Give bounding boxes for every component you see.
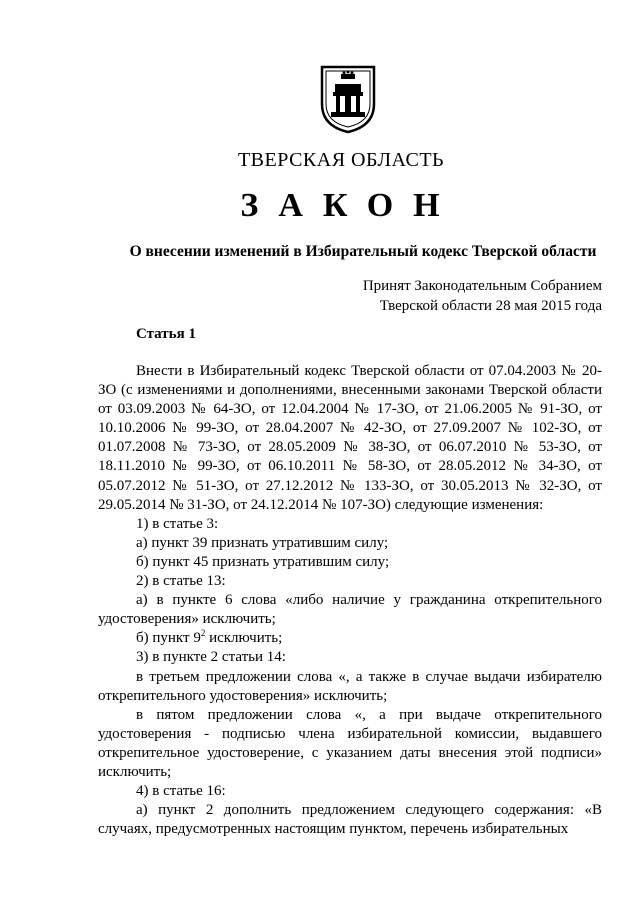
list-item: [98, 629, 602, 648]
item-prefix: б) пункт 9: [136, 630, 201, 647]
list-item: в третьем предложении слова «, а также в случае выдачи избирателю открепительного удостоверения» исключить;: [98, 668, 602, 704]
list-item: а) пункт 2 дополнить предложением следующего содержания: «В случаях, предусмотренных настоящим пунктом, перечень избирательных: [98, 802, 602, 838]
article-intro: Внести в Избирательный кодекс Тверской области от 07.04.2003 № 20-ЗО (с изменениями и дополнениями, внесенными законами Тверской области от 03.09.2003 № 64-ЗО, от 12.04.2004 № 17-ЗО, от 21.06.2005 № 91-ЗО, от 10.10.2006 № 99-ЗО, от 28.04.2007 № 42-ЗО, от 27.09.2007 № 102-ЗО, от 01.07.2008 № 73-ЗО, от 28.05.2009 № 38-ЗО, от 06.07.2010 № 53-ЗО, от 18.11.2010 № 99-ЗО, от 06.10.2011 № 58-ЗО, от 28.05.2012 № 34-ЗО, от 05.07.2012 № 51-ЗО, от 27.12.2012 № 133-ЗО, от 30.05.2013 № 32-ЗО, от 29.05.2014 № 31-ЗО, от 24.12.2014 № 107-ЗО) следующие изменения:: [98, 363, 602, 513]
item-superscript: 2: [200, 628, 206, 639]
law-title: О внесении изменений в Избирательный кодекс Тверской области: [129, 243, 597, 260]
item-suffix: исключить;: [205, 630, 283, 647]
coat-of-arms-icon: [319, 64, 377, 134]
adoption-note: [363, 276, 602, 316]
list-item: в пятом предложении слова «, а при выдаче открепительного удостоверения - подписью члена избирательной комиссии, выдавшего открепительное удостоверение, с указанием даты внесения этой подписи» исключить;: [98, 706, 602, 780]
list-item: а) пункт 39 признать утратившим силу;: [136, 534, 389, 551]
adoption-line-1: Принят Законодательным Собранием: [362, 278, 602, 294]
document-type: ЗАКОН: [240, 187, 460, 224]
list-item: 3) в пункте 2 статьи 14:: [136, 649, 286, 666]
list-item: 4) в статье 16:: [136, 783, 226, 800]
article-body: [98, 362, 602, 839]
adoption-line-2: Тверской области 28 мая 2015 года: [379, 298, 602, 314]
list-item: б) пункт 45 признать утратившим силу;: [136, 553, 390, 570]
list-item: 1) в статье 3:: [136, 515, 219, 532]
list-item: 2) в статье 13:: [136, 573, 226, 590]
article-heading: Статья 1: [136, 326, 196, 342]
region-name: ТВЕРСКАЯ ОБЛАСТЬ: [237, 149, 445, 171]
list-item: а) в пункте 6 слова «либо наличие у гражданина открепительного удостоверения» исключить;: [98, 592, 602, 628]
